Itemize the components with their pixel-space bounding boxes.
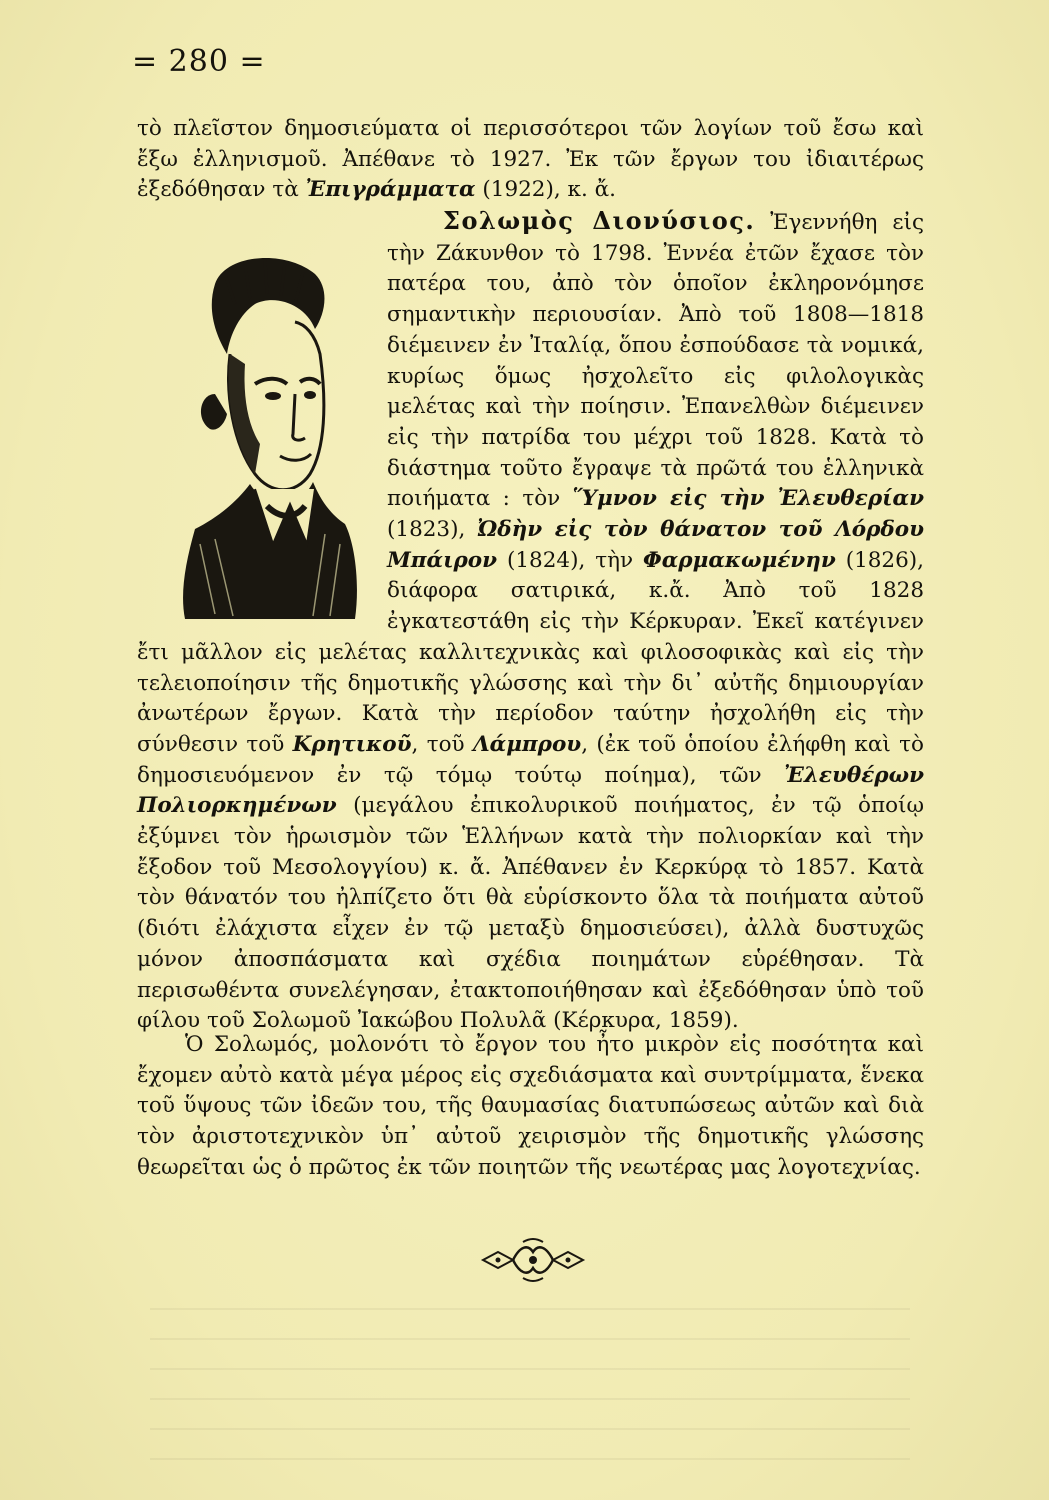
paragraph-top-text: τὸ πλεῖστον δημοσιεύματα οἱ περισσότεροι τῶν λογίων τοῦ ἔσω καὶ ἔξω ἑλληνισμοῦ. Ἀπέθανε τὸ 1927. Ἐκ τῶν ἔργων του ἰδιαιτέρως ἐξεδόθησαν τὰ xyxy=(137,116,924,203)
entry-text-5: , τοῦ xyxy=(411,731,465,757)
entry-solomos xyxy=(137,206,924,1037)
work-title-ode: Ὠδὴν εἰς τὸν θάνατον τοῦ Λόρδου Μπάιρον xyxy=(387,517,924,573)
work-title-lambros: Λάμπρου xyxy=(472,731,582,757)
paragraph-last: Ὁ Σολωμός, μολονότι τὸ ἔργον του ἦτο μικρὸν εἰς ποσότητα καὶ ἔχομεν αὐτὸ κατὰ μέγα μέρος εἰς σχεδιάσματα καὶ συντρίμματα, ἕνεκα τοῦ ὕψους τῶν ἰδεῶν του, τῆς θαυμασίας διατυπώσεως αὐτῶν καὶ διὰ τὸν ἀριστοτεχνικὸν ὑπ᾽ αὐτοῦ χειρισμὸν τῆς δημοτικῆς γλώσσης θεωρεῖται ὡς ὁ πρῶτος ἐκ τῶν ποιητῶν τῆς νεωτέρας μας λογοτεχνίας. xyxy=(137,1032,924,1180)
work-title-epigrammata: Ἐπιγράμματα xyxy=(305,177,476,203)
solomos-portrait xyxy=(137,244,377,636)
entry-text-3: (1824), τὴν xyxy=(506,547,634,573)
work-title-eleftheroi: Ἐλευθέρων Πολιορκημένων xyxy=(137,762,924,819)
entry-text-1: Ἐγεννήθη εἰς τὴν Ζάκυνθον τὸ 1798. Ἐννέα ἐτῶν ἔχασε τὸν πατέρα του, ἀπὸ τὸν ὁποῖον ἐκληρονόμησε σημαντικὴν περιουσίαν. Ἀπὸ τοῦ 1808—1818 διέμεινεν ἐν Ἰταλίᾳ, ὅπου ἐσπούδασε τὰ νομικά, κυρίως ὅμως ἠσχολεῖτο εἰς φιλολογικὰς μελέτας καὶ τὴν ποίησιν. Ἐπανελθὼν διέμεινεν εἰς τὴν πατρίδα του μέχρι τοῦ 1828. Κατὰ τὸ διάστημα τοῦτο ἔγραψε τὰ πρῶτά του ἑλληνικὰ ποιήματα : τὸν xyxy=(387,210,925,512)
page-number: = 280 = xyxy=(132,44,266,79)
entry-text-4: (1826), διάφορα σατιρικά, κ.ἄ. Ἀπὸ τοῦ 1828 ἐγκατεστάθη εἰς τὴν Κέρκυραν. Ἐκεῖ κατέγινεν ἔτι μᾶλλον εἰς μελέτας καλλιτεχνικὰς καὶ φιλοσοφικὰς καὶ εἰς τὴν τελειοποίησιν τῆς δημοτικῆς γλώσσης καὶ τὴν δι᾽ αὐτῆς δημιουργίαν ἀνωτέρων ἔργων. Κατὰ τὴν περίοδον ταύτην ἠσχολήθη εἰς τὴν σύνθεσιν τοῦ xyxy=(137,547,925,757)
paragraph-top xyxy=(137,114,924,206)
ornament-icon xyxy=(478,1238,588,1282)
portrait-illustration xyxy=(155,244,375,624)
bleed-through xyxy=(150,1290,910,1480)
entry-text-6: , (ἐκ τοῦ ὁποίου ἐλήφθη καὶ τὸ δημοσιευόμενον ἐν τῷ τόμῳ τούτῳ ποίημα), τῶν xyxy=(137,731,924,788)
work-title-farmakomeni: Φαρμακωμένην xyxy=(643,547,836,573)
entry-heading: Σολωμὸς Διονύσιος. xyxy=(443,206,756,235)
paragraph-top-tail: (1922), κ. ἄ. xyxy=(482,177,616,203)
entry-text-2: (1823), xyxy=(387,517,466,543)
work-title-hymn: Ὕμνον εἰς τὴν Ἐλευθερίαν xyxy=(572,486,924,512)
entry-text-7: (μεγάλου ἐπικολυρικοῦ ποιήματος, ἐν τῷ ὁποίῳ ἐξύμνει τὸν ἡρωισμὸν τῶν Ἑλλήνων κατὰ τὴν πολιορκίαν καὶ τὴν ἔξοδον τοῦ Μεσολογγίου) κ. ἄ. Ἀπέθανεν ἐν Κερκύρᾳ τὸ 1857. Κατὰ τὸν θάνατόν του ἠλπίζετο ὅτι θὰ εὑρίσκοντο ὅλα τὰ ποιήματα αὐτοῦ (διότι ἐλάχιστα εἶχεν ἐν τῷ μεταξὺ δημοσιεύσει), ἀλλὰ δυστυχῶς μόνον ἀποσπάσματα καὶ σχέδια ποιημάτων εὑρέθησαν. Τὰ περισωθέντα συνελέγησαν, ἐτακτοποιήθησαν καὶ ἐξεδόθησαν ὑπὸ τοῦ φίλου τοῦ Σολωμοῦ Ἰακώβου Πολυλᾶ (Κέρκυρα, 1859). xyxy=(137,793,925,1034)
work-title-kritikos: Κρητικοῦ xyxy=(292,731,412,757)
